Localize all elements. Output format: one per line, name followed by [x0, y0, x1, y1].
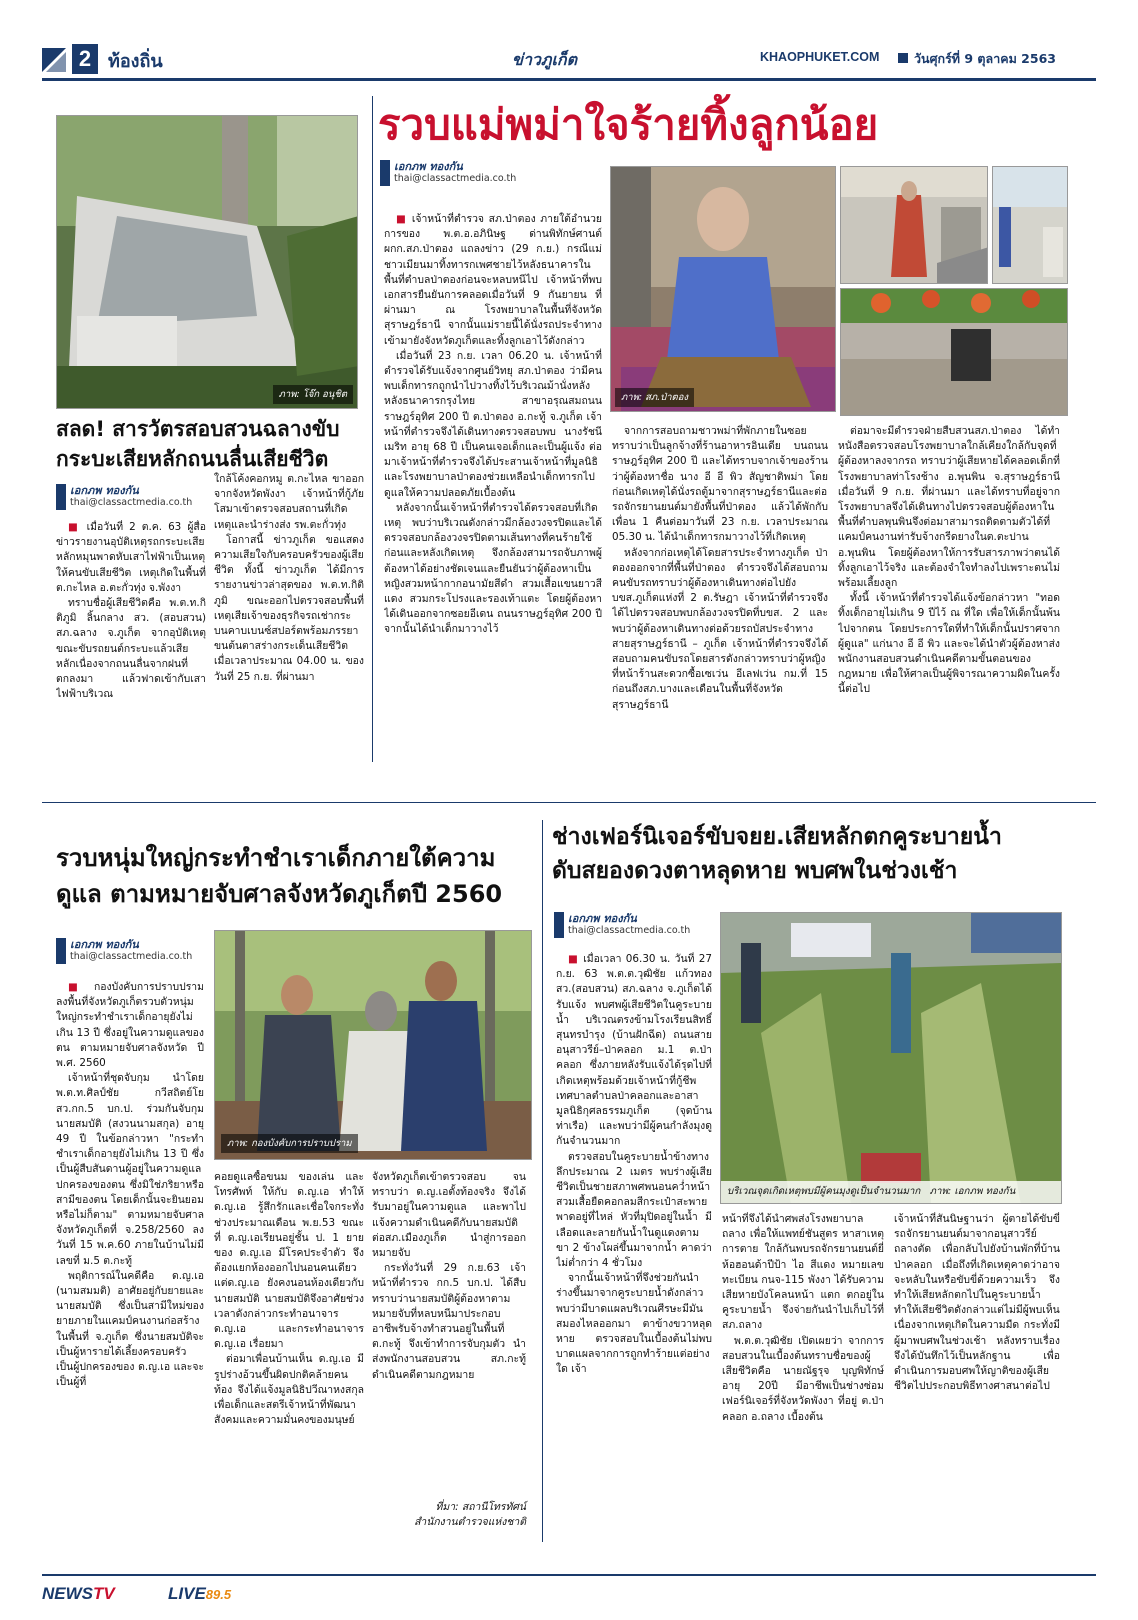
- paragraph: คอยดูแลซื้อขนม ของเล่น และโทรศัพท์ ให้กับ ด.ญ.เอ ทำให้ ด.ญ.เอ รู้สึกรักและเชื่อใจกระทั่งช่วงประมาณเดือน พ.ย.53 ขณะที่ ด.ญ.เอเรียนอยู่ชั้น ป. 1 ยายของ ด.ญ.เอ มีโรคประจำตัว จึงต้องแยกห้องออกไปนอนคนเดียว แต่ด.ญ.เอ ยังคงนอนห้องเดียวกับนายสมบัติ นายสมบัติจึงอาศัยช่วงเวลาดังกล่าวกระทำอนาจาร ด.ญ.เอ และกระทำอนาจาร ด.ญ.เอ เรื่อยมา: [214, 1171, 364, 1351]
- paragraph: โอกาสนี้ ข่าวภูเก็ต ขอแสดงความเสียใจกับครอบครัวของผู้เสียชีวิต ทั้งนี้ ข่าวภูเก็ต ได้มีการรายงานข่าวล่าสุดของ พ.ต.ท.กิติภูมิ ขณะออกไปตรวจสอบพื้นที่เหตุเสียเจ้าของธุรกิจรถเช่ากระบนคาบเบนซ์สปอร์ตพร้อมภรรยาขนต้นตาสร่างกระเด็นเสียชีวิต เมื่อเวลาประมาณ 04.00 น. ของวันที่ 25 ก.ย. ที่ผ่านมา: [214, 533, 364, 683]
- footer-logos: [42, 1582, 342, 1610]
- photo-caption-bar: [721, 1181, 1062, 1203]
- story4-column-3: [894, 1212, 1060, 1544]
- paragraph: ใกล้โค้งคอกหมู ต.กะไหล ขาออกจากจังหวัดพังงา เจ้าหน้าที่กู้ภัยโสมาเข้าตรวจสอบสถานที่เกิดเหตุและนำร่างส่ง รพ.ตะกั่วทุ่ง: [214, 473, 364, 531]
- tv-logo-text: TV: [93, 1584, 115, 1603]
- story3-column-2: [214, 1170, 364, 1496]
- column-divider: [372, 96, 373, 762]
- paragraph: ■ เจ้าหน้าที่ตำรวจ สภ.ป่าตอง ภายใต้อำนวยการของ พ.ต.อ.อภินิษฐ ด่านพิทักษ์ศานต์ ผกก.สภ.ป่าตอง แถลงข่าว (29 ก.ย.) กรณีแม่ชาวเมียนมาทิ้งทารกเพศชายไว้หลังธนาคารในพื้นที่ตำบลป่าตองก่อนจะหลบหนีไป เจ้าหน้าที่พบเอกสารยืนยันการคลอดเมื่อวันที่ 9 กันยายน ที่ผ่านมา ณ โรงพยาบาลในพื้นที่จังหวัดสุราษฎร์ธานี จากนั้นแม่รายนี้ได้นั่งรถประจำทางเข้ามายังจังหวัดภูเก็ตและทิ้งลูกเอาไว้ดังกล่าว: [384, 212, 602, 349]
- photo-credit: ภาพ: โจ๊ก อนุชิต: [273, 385, 353, 404]
- page-number: 2: [72, 44, 98, 74]
- live-logo-text: LIVE: [168, 1584, 206, 1603]
- cctv-photo-1: [840, 166, 988, 284]
- footer-rule: [42, 1574, 1096, 1576]
- website-url: KHAOPHUKET.COM: [760, 50, 880, 64]
- news-logo-text: NEWS: [42, 1584, 93, 1603]
- author-name: เอกภพ ทองกัน: [568, 912, 637, 925]
- headline-line: สลด! สารวัตรสอบสวนฉลางขับ: [56, 417, 340, 441]
- author-name: เอกภพ ทองกัน: [70, 484, 139, 497]
- paragraph: ตรวจสอบในคูระบายน้ำข้างทางลึกประมาณ 2 เมตร พบร่างผู้เสียชีวิตเป็นชายสภาพศพนอนคว่ำหน้าสวมเสื้อยืดคอกลมสีกระเป๋าสะพายพาดอยู่ที่ไหล่ หัวที่มุปิดอยู่ในน้ำ มีเลือดและลายกันน้ำในดูแดงตาม ขา 2 ข้างโผล่ขึ้นมาจากน้ำ คาดว่าไม่ต่ำกว่า 4 ชั่วโมง: [556, 1150, 712, 1270]
- author-name: เอกภพ ทองกัน: [70, 938, 139, 951]
- byline-bar: [56, 484, 66, 510]
- story4-column-2: [722, 1212, 884, 1544]
- photo-credit: ภาพ: เอกภพ ทองกัน: [929, 1186, 1016, 1197]
- attribution-line: ที่มา: สถานีโทรทัศน์: [435, 1501, 526, 1513]
- story1-column-2: [612, 424, 828, 764]
- issue-date: วันศุกร์ที่ 9 ตุลาคม 2563: [914, 51, 1056, 66]
- live-radio-logo: [168, 1584, 231, 1604]
- section-rule: [42, 802, 1096, 803]
- paragraph: หลังจากนั้นเจ้าหน้าที่ตำรวจได้ตรวจสอบที่เกิดเหตุ พบว่าบริเวณดังกล่าวมีกล้องวงจรปิดและได้ตรวจสอบกล้องวงจรปิดตามเส้นทางที่คนร้ายใช้ก่อนและหลังเกิดเหตุ จึงกล้องสามารถจับภาพผู้ต้องหาได้อย่างชัดเจนและยืนยันว่าผู้ต้องหาเป็นหญิงสวมหน้ากากอนามัยสีดำ สวมเสื้อแขนยาวสีแดง สวมกระโปรงและรองเท้าแตะ โดยผู้ต้องหาได้เดินออกจากซอยอีเดน ถนนราษฎร์อุทิศ 200 ปี จากนั้นได้นำเด็กมาวางไว้: [384, 501, 602, 636]
- paragraph: จังหวัดภูเก็ตเข้าตรวจสอบ จนทราบว่า ด.ญ.เอตั้งท้องจริง จึงได้รับมาอยู่ในความดูแล และพาไปแจ้งความดำเนินคดีกับนายสมบัติต่อสภ.เมืองภูเก็ต นำสู่การออกหมายจับ: [372, 1171, 526, 1260]
- paragraph: ต่อมาจะมีตำรวจฝ่ายสืบสวนสภ.ป่าตอง ได้ทำหนังสือตรวจสอบโรงพยาบาลใกล้เคียงใกล้กับจุดที่ผู้ต้องหาลงจากรถ ทราบว่าผู้เสียหายได้คลอดเด็กที่โรงพยาบาลท่าโรงช้าง อ.พุนพิน จ.สุราษฎร์ธานี เมื่อวันที่ 9 ก.ย. ที่ผ่านมา และได้ทราบที่อยู่จากโรงพยาบาลจึงได้เดินทางไปตรวจสอบผู้ต้องหาในพื้นที่ตำบลพุนพินจึงต่อมาสามารถติดตามตัวได้ที่แคมป์คนงานท่ารับจ้างกรีดยางในต.ตะปาน อ.พุนพิน โดยผู้ต้องหาให้การรับสารภาพว่าตนได้ทิ้งลูกเอาไว้จริง และต้องจำใจทำลงไปเพราะตนไม่พร้อมเลี้ยงลูก: [838, 425, 1060, 590]
- photo-caption: บริเวณจุดเกิดเหตุพบมีผู้คนมุงดูเป็นจำนวนมาก: [727, 1186, 921, 1197]
- paragraph: เจ้าหน้าที่สันนิษฐานว่า ผู้ตายได้ขับขี่รถจักรยานยนต์มาจากอนุสาวรีย์ถลางตัด เพื่อกลับไปยังบ้านพักที่บ้านป่าคลอก เมื่อถึงที่เกิดเหตุคาดว่าอาจจะหลับในหรือขับขี่ด้วยความเร็ว จึงทำให้เสียหลักตกไปในคูระบายน้ำทำให้เสียชีวิตดังกล่าวแต่ไม่มีผู้พบเห็น เนื่องจากเหตุเกิดในความมืด กระทั่งมีผู้มาพบศพในช่วงเช้า หลังทราบเรื่องจึงได้บันทึกไว้เป็นหลักฐาน เพื่อดำเนินการมอบศพให้ญาติของผู้เสียชีวิตไปประกอบพิธีทางศาสนาต่อไป: [894, 1213, 1060, 1393]
- page-header: [42, 40, 1096, 76]
- paragraph: กระทั่งวันที่ 29 ก.ย.63 เจ้าหน้าที่ตำรวจ กก.5 บก.ป. ได้สืบทราบว่านายสมบัติผู้ต้องหาตามหมายจับที่หลบหนีมาประกอบอาชีพรับจ้างทำสวนอยู่ในพื้นที่ ต.กะทู้ จึงเข้าทำการจับกุมตัว นำส่งพนักงานสอบสวน สภ.กะทู้ ดำเนินคดีตามกฎหมาย: [372, 1262, 526, 1381]
- byline-bar: [554, 912, 564, 938]
- story1-byline: [380, 160, 600, 188]
- paragraph: ■ เมื่อเวลา 06.30 น. วันที่ 27 ก.ย. 63 พ.ต.ต.วุฒิชัย แก้วทอง สว.(สอบสวน) สภ.ฉลาง จ.ภูเก็ตได้รับแจ้ง พบศพผู้เสียชีวิตในคูระบายน้ำ บริเวณตรงข้ามโรงเรียนสิทธิ์สุนทรบำรุง (บ้านฝักฉีด) ถนนสายอนุสาวรีย์–ป่าคลอก ม.1 ต.ป่าคลอก ซึ่งภายหลังรับแจ้งได้รุดไปที่เกิดเหตุพร้อมด้วยเจ้าหน้าที่กู้ชีพเทศบาลตำบลป่าคลอกและอาสามูลนิธิกุศลธรรมภูเก็ต (จุดบ้านท่าเรือ) และพบว่ามีผู้คนกำลังมุงดูกันจำนวนมาก: [556, 952, 712, 1150]
- paragraph: พ.ต.ต.วุฒิชัย เปิดเผยว่า จากการสอบสวนในเบื้องต้นทราบชื่อของผู้เสียชีวิตคือ นายณัฐรุจ บุญพิทักษ์ อายุ 20ปี มีอาชีพเป็นช่างซ่อมเฟอร์นิเจอร์ที่จังหวัดพังงา ที่อยู่ ต.ป่าคลอก อ.ถลาง เบื้องต้น: [722, 1334, 884, 1423]
- paragraph: ■ เมื่อวันที่ 2 ต.ค. 63 ผู้สื่อข่าวรายงานอุบัติเหตุรถกระบะเสียหลักหมุนพาดหับเสาไฟฟ้าเป็นเหตุให้คนขับเสียชีวิต เหตุเกิดในพื้นที่ ต.กะไหล อ.ตะกั่วทุ่ง จ.พังงา: [56, 520, 206, 596]
- story3-column-1: [56, 980, 204, 1546]
- story1-column-3: [838, 424, 1060, 764]
- header-square: [898, 53, 908, 63]
- photo-credit: ภาพ: สภ.ป่าตอง: [615, 388, 694, 407]
- story2-headline: [56, 414, 374, 474]
- paragraph: เมื่อวันที่ 23 ก.ย. เวลา 06.20 น. เจ้าหน้าที่ตำรวจได้รับแจ้งจากศูนย์วิทยุ สภ.ป่าตอง ว่ามีคนพบเด็กทารกถูกนำไปวางทิ้งไว้บริเวณม้านั่งหลังหลังธนาคารกรุงไทย สาขาอรุณสมถนนราษฎร์อุทิศ 200 ปี ต.ป่าตอง อ.กะทู้ จ.ภูเก็ต เจ้าหน้าที่ตำรวจจึงได้เดินทางตรวจสอบพบ นางรัชนี เมริท อายุ 68 ปี เป็นคนเจอเด็กและเป็นผู้แจ้ง ต่อมาเจ้าหน้าที่ตำรวจจึงได้ประสานเจ้าหน้าที่มูลนิธิและโรงพยาบาลป่าตองช่วยเหลือนำเด็กทารกไปดูแลให้ความปลอดภัยเบื้องต้น: [384, 349, 602, 499]
- car-crash-photo: [56, 115, 358, 409]
- paragraph: ต่อมาเพื่อนบ้านเห็น ด.ญ.เอ มีรูปร่างอ้วนขึ้นผิดปกติคล้ายคนท้อง จึงได้แจ้งมูลนิธิปวีณาหงสกุลเพื่อเด็กและสตรีเจ้าหน้าที่พัฒนาสังคมและความมั่นคงของมนุษย์: [214, 1353, 364, 1427]
- arrest-photo: [214, 930, 532, 1160]
- paragraph: หน้าที่จึงได้นำศพส่งโรงพยาบาลถลาง เพื่อให้แพทย์ชันสูตร หาสาเหตุการตาย ใกล้กันพบรถจักรยานยนต์ยี่ห้อฮอนด้าปีป้า ไอ สีแดง หมายเลขทะเบียน กนจ-115 พังงา ได้รับความเสียหายบังโคลนหน้า แตก ตกอยู่ในคูระบายน้ำ จึงจ่ายกันนำไปเก็บไว้ที่สภ.ถลาง: [722, 1213, 884, 1332]
- paragraph: พฤติการณ์ในคดีคือ ด.ญ.เอ (นามสมมติ) อาศัยอยู่กับยายและนายสมบัติ ซึ่งเป็นสามีใหม่ของยายภายในแคมป์คนงานก่อสร้างในพื้นที่ จ.ภูเก็ต ซึ่งนายสมบัติจะเป็นผู้หารายได้เลี้ยงครอบครัว เป็นผู้ปกครองของ ด.ญ.เอ และจะเป็นผู้ที่: [56, 1269, 204, 1389]
- byline-bar: [56, 938, 66, 964]
- author-email: thai@classactmedia.co.th: [70, 497, 193, 508]
- story2-column-1: [56, 520, 206, 756]
- headline-line: กระบะเสียหลักถนนลื่นเสียชีวิต: [56, 447, 329, 471]
- headline-line: ช่างเฟอร์นิเจอร์ขับจยย.เสียหลักตกคูระบายน้ำ: [552, 824, 1002, 850]
- story3-attribution: [372, 1500, 526, 1530]
- paragraph: ทั้งนี้ เจ้าหน้าที่ตำรวจได้แจ้งข้อกล่าวหา "ทอดทิ้งเด็กอายุไม่เกิน 9 ปีไว้ ณ ที่ใด เพื่อให้เด็กนั้นพ้นไปจากตน โดยประการใดที่ทำให้เด็กนั้นปราศจากผู้ดูแล" แก่นาง อี อี พิว และจะได้นำตัวผู้ต้องหาส่งพนักงานสอบสวนดำเนินคดีตามขั้นตอนของกฎหมาย เพื่อให้ศาลเป็นผู้พิจารณาความผิดในครั้งนี้ต่อไป: [838, 592, 1060, 696]
- headline-line: ดูแล ตามหมายจับศาลจังหวัดภูเก็ตปี 2560: [56, 880, 503, 908]
- author-email: thai@classactmedia.co.th: [394, 173, 517, 184]
- header-rule: [42, 78, 1096, 81]
- paragraph: จากการสอบถามชาวพม่าที่พักภายในซอยทราบว่าเป็นลูกจ้างที่ร้านอาหารอินเดีย บนถนนราษฎร์อุทิศ 200 ปี และได้ทราบจากเจ้าของร้านว่าผู้ต้องหาชื่อ นาง อี อี พิว สัญชาติพม่า โดยก่อนเกิดเหตุได้นั่งรถตู้มาจากสุราษฎร์ธานีและต่อรถจักรยานยนต์มายังพื้นที่ป่าตอง แล้วได้พักกับเพื่อน 1 คืนต่อมาวันที่ 23 ก.ย. เวลาประมาณ 05.30 น. ได้นำเด็กทารกมาวางไว้ที่เกิดเหตุ: [612, 425, 828, 544]
- section-name: ท้องถิ่น: [108, 51, 163, 72]
- story4-column-1: [556, 952, 712, 1544]
- paper-name-logo: ข่าวภูเก็ต: [512, 50, 577, 69]
- paragraph: เจ้าหน้าที่ชุดจับกุม นำโดย พ.ต.ท.ศิลป์ชัย กวีสถิตย์โย สว.กก.5 บก.ป. ร่วมกันจับกุม นายสมบัติ (สงวนนามสกุล) อายุ 49 ปี ในข้อกล่าวหา "กระทำชำเราเด็กอายุยังไม่เกิน 13 ปี ซึ่งเป็นผู้สืบสันดานผู้อยู่ในความดูแลปกครองของตน ซึ่งมิใช่ภริยาหรือสามีของตน โดยเด็กนั้นจะยินยอมหรือไม่ก็ตาม" ตามหมายจับศาลจังหวัดภูเก็ตที่ จ.258/2560 ลงวันที่ 15 พ.ค.60 ภายในบ้านไม่มีเลขที่ ม.5 ต.กะทู้: [56, 1072, 204, 1267]
- paragraph: หลังจากก่อเหตุได้โดยสารประจำทางภูเก็ต ป่าตองออกจากที่พื้นที่ป่าตอง ตำรวจจึงได้สอบถามคนขับรถทราบว่าผู้ต้องหาเดินทางต่อไปยัง บขส.ภูเก็ตแห่งที่ 2 ต.รัษฎา เจ้าหน้าที่ตำรวจจึงได้ไปตรวจสอบพบกล้องวงจรปิดที่บขส. 2 และพบว่าผู้ต้องหาเดินทางต่อด้วยรถบัสประจำทางสายสุราษฎร์ธานี – ภูเก็ต เจ้าหน้าที่ตำรวจจึงได้สอบถามคนขับรถโดยสารดังกล่าวทราบว่าผู้หญิงที่หน้าร้านสะดวกซื้อเซเว่น อีเลฟเว่น กม.ที่ 15 ก่อนถึงสภ.บางและเดือนในพื้นที่จังหวัดสุราษฎร์ธานี: [612, 546, 828, 711]
- paragraph: ทราบชื่อผู้เสียชีวิตคือ พ.ต.ท.กิติภูมิ ลิ้นกลาง สว. (สอบสวน) สภ.ฉลาง จ.ภูเก็ต จากอุบัติเหตุ ขณะขับรถยนต์กระบะแล้วเสียหลักเนื่องจากถนนลื่นจากฝนที่ตกลงมา แล้วฟาดเข้ากับเสาไฟฟ้าบริเวณ: [56, 597, 206, 701]
- headline-line: ดับสยองดวงตาหลุดหาย พบศพในช่วงเช้า: [552, 858, 958, 884]
- page-corner-logo: [42, 48, 66, 72]
- photo-credit: ภาพ: กองบังคับการปราบปราม: [221, 1134, 358, 1153]
- story2-column-2: [214, 472, 364, 756]
- frequency-text: 89.5: [205, 1587, 232, 1602]
- story1-column-1: [384, 212, 602, 764]
- suspect-photo: [610, 166, 836, 412]
- paragraph: ■ กองบังคับการปราบปรามลงพื้นที่จังหวัดภูเก็ตรวบตัวหนุ่มใหญ่กระทำชำเราเด็กอายุยังไม่เกิน 13 ปี ซึ่งอยู่ในความดูแลของตน ตามหมายจับศาลจังหวัด ปี พ.ศ. 2560: [56, 980, 204, 1071]
- column-divider: [542, 820, 543, 1542]
- story3-column-3: [372, 1170, 526, 1492]
- news-tv-logo: [42, 1584, 115, 1604]
- author-name: เอกภพ ทองกัน: [394, 160, 463, 173]
- story3-headline: [56, 840, 546, 912]
- headline-line: รวบหนุ่มใหญ่กระทำชำเราเด็กภายใต้ความ: [56, 844, 496, 872]
- story4-headline: [552, 820, 1068, 888]
- author-email: thai@classactmedia.co.th: [568, 925, 691, 936]
- accident-scene-photo: [720, 912, 1062, 1204]
- author-email: thai@classactmedia.co.th: [70, 951, 193, 962]
- attribution-line: สำนักงานตำรวจแห่งชาติ: [414, 1516, 526, 1528]
- byline-bar: [380, 160, 390, 186]
- paragraph: จากนั้นเจ้าหน้าที่จึงช่วยกันนำร่างขึ้นมาจากคูระบายน้ำดังกล่าว พบว่ามีบาดแผลบริเวณศีรษะมีมันสมองไหลออกมา ตาข้างขวาหลุดหาย ตรวจสอบในเบื้องต้นไม่พบบาดแผลจากการถูกทำร้ายแต่อย่างใด เจ้า: [556, 1272, 712, 1376]
- cctv-photo-2: [992, 166, 1068, 284]
- story1-headline: รวบแม่พม่าใจร้ายทิ้งลูกน้อย: [378, 100, 879, 149]
- bag-photo: [840, 288, 1068, 416]
